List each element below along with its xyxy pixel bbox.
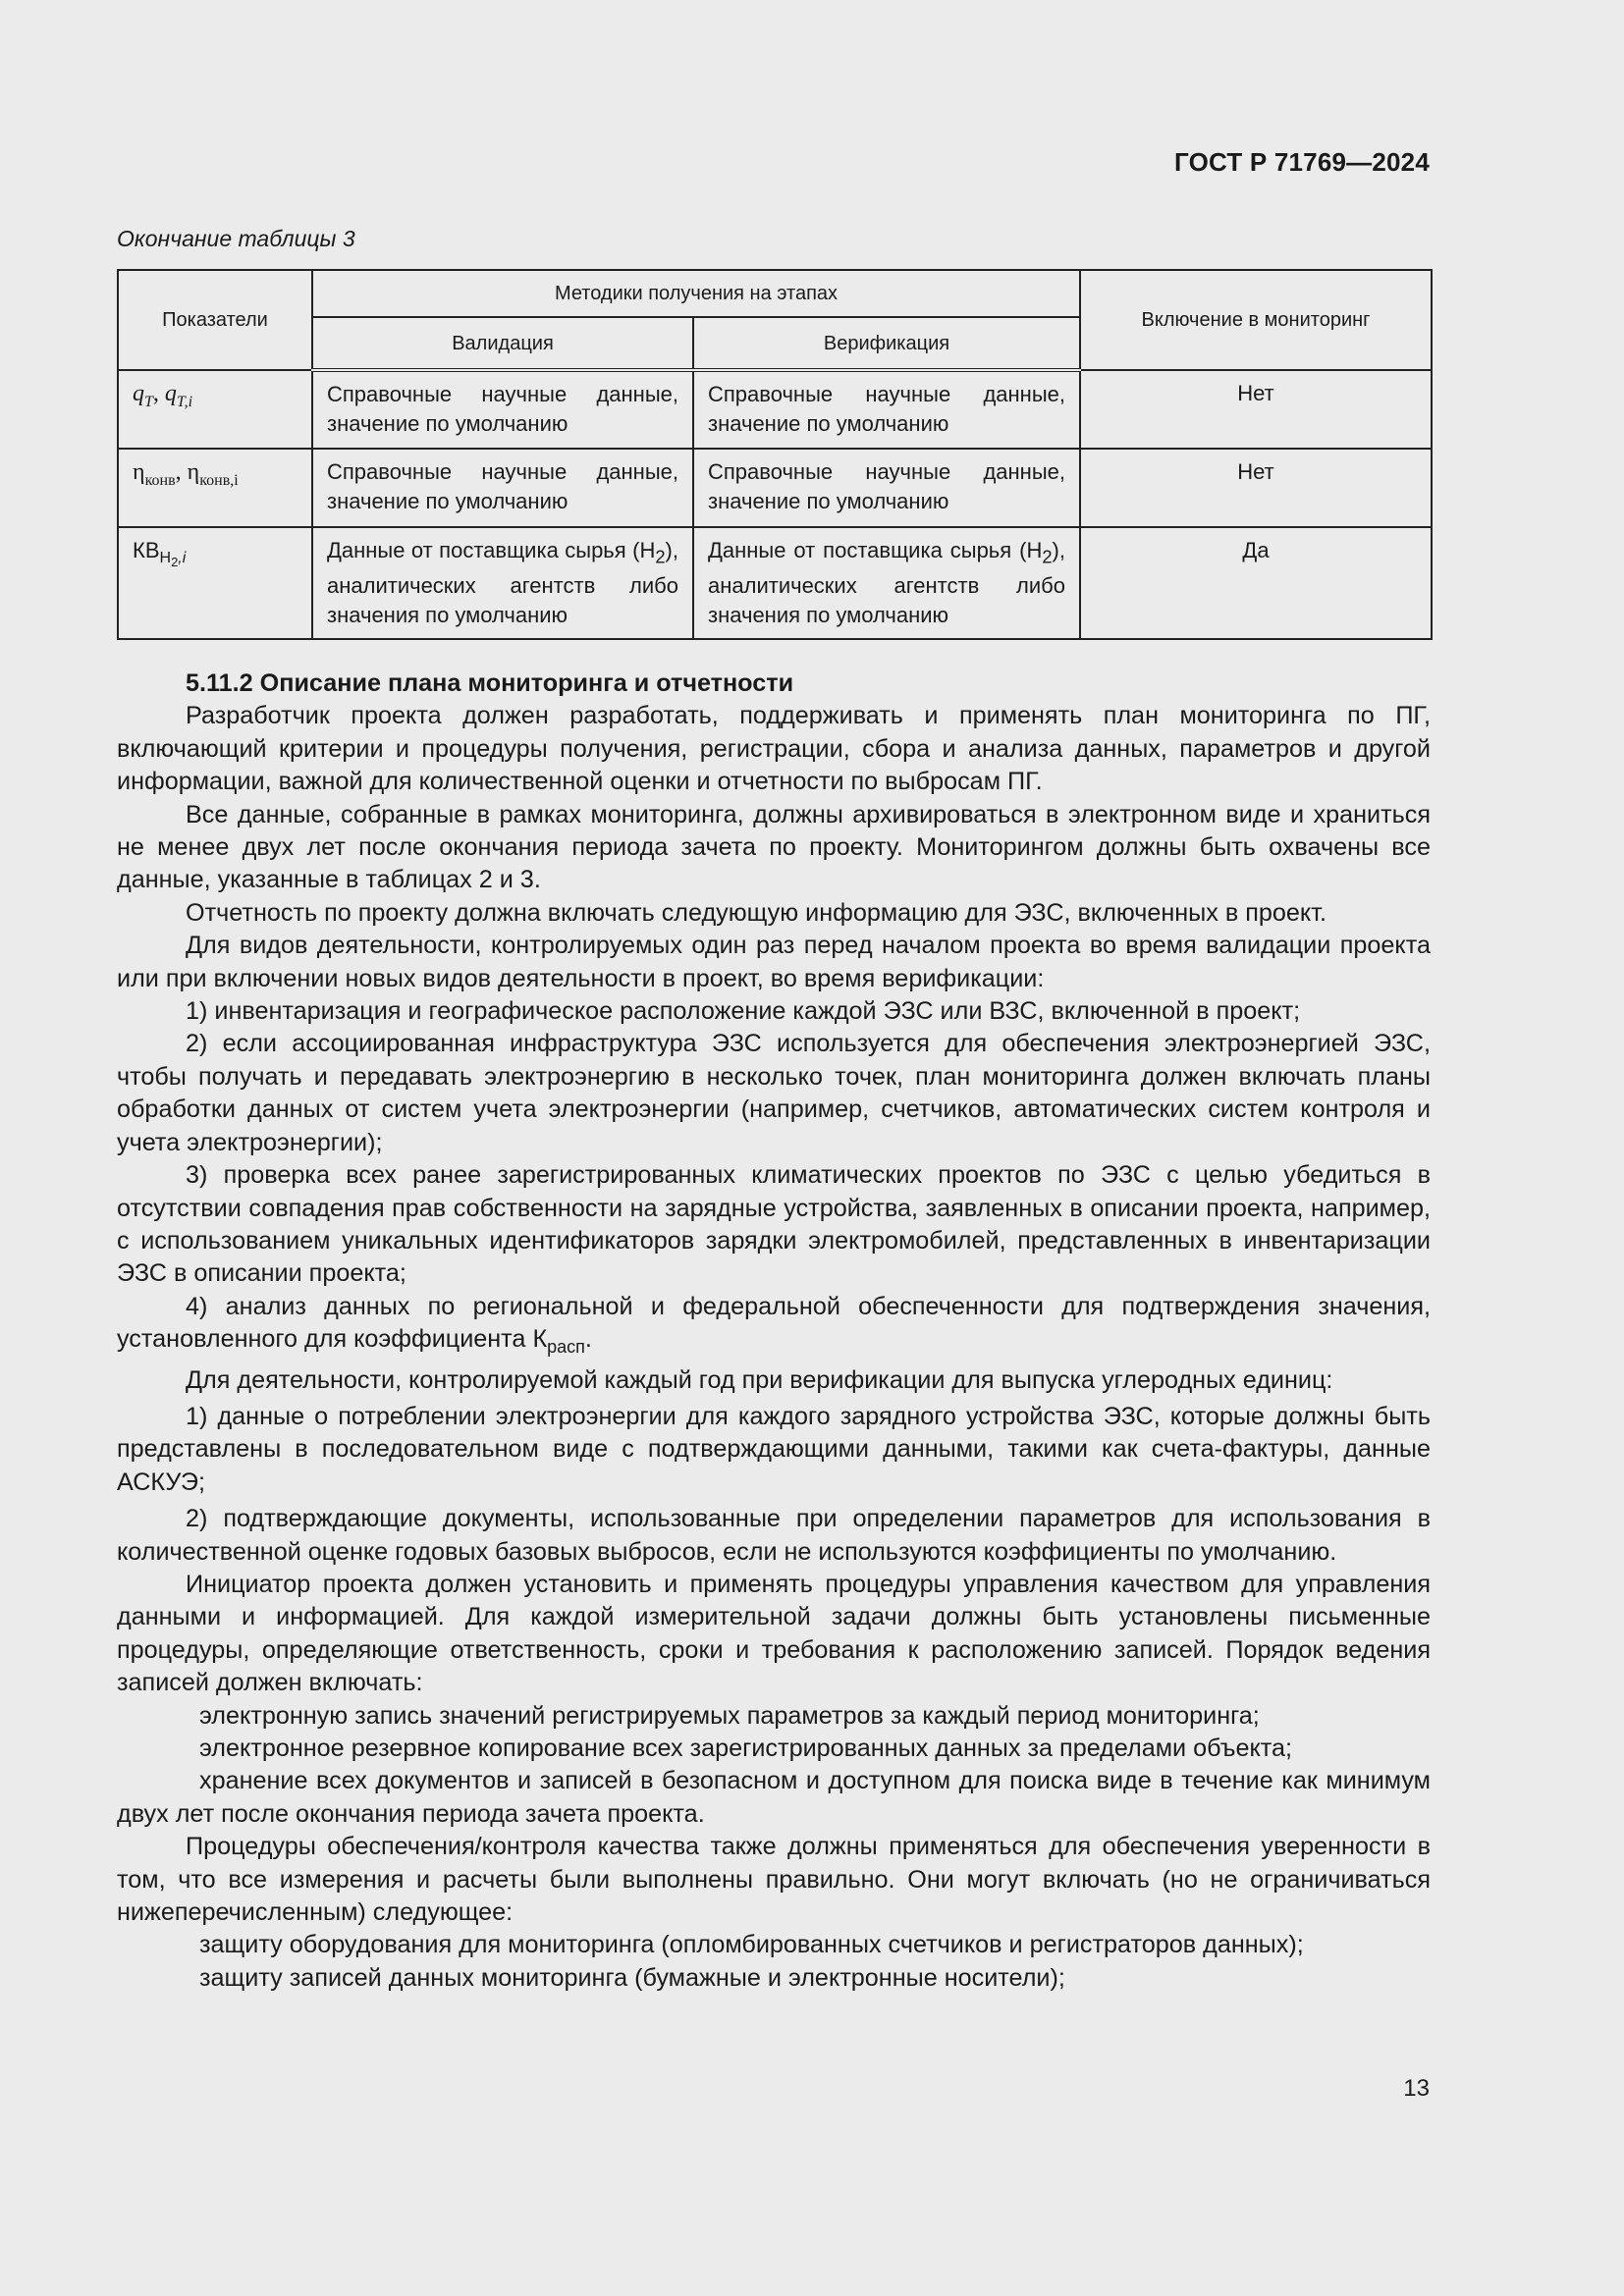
- cell-verification: Справочные научные данные, значение по умолчанию: [693, 370, 1080, 449]
- header-validation: Валидация: [312, 317, 693, 370]
- list-item: защиту записей данных мониторинга (бумажные и электронные носители);: [199, 1963, 1065, 1992]
- table-3: [117, 269, 1433, 640]
- header-indicator: Показатели: [118, 270, 312, 370]
- cell-monitoring: Да: [1080, 527, 1432, 639]
- table-caption: Окончание таблицы 3: [117, 226, 355, 251]
- table-row: [118, 370, 1432, 449]
- list-item: 4) анализ данных по региональной и федеральной обеспеченности для подтверждения значения, установленного для коэффициента $К_{расп}$.: [117, 1292, 1431, 1358]
- paragraph: Процедуры обеспечения/контроля качества также должны применяться для обеспечения уверенности в том, что все измерения и расчеты были выполнены правильно. Они могут включать (но не ограничиваться нижеперечисленным) следующее:: [117, 1833, 1431, 1927]
- paragraph: Разработчик проекта должен разработать, поддерживать и применять план мониторинга по ПГ, включающий критерии и процедуры получения, регистрации, сбора и анализа данных, параметров и другой информации, важной для количественной оценки и отчетности по выбросам ПГ.: [117, 702, 1431, 796]
- cell-validation: Справочные научные данные, значение по умолчанию: [312, 370, 693, 449]
- list-item: электронное резервное копирование всех зарегистрированных данных за пределами объекта;: [199, 1735, 1293, 1763]
- header-monitoring: Включение в мониторинг: [1080, 270, 1432, 370]
- section-body: [117, 667, 1431, 1995]
- list-item: 3) проверка всех ранее зарегистрированных климатических проектов по ЭЗС с целью убедиться в отсутствии совпадения прав собственности на зарядные устройства, заявленных в описании проекта, например, с использованием уникальных идентификаторов зарядки электромобилей, представленных в инвентаризации ЭЗС в описании проекта;: [117, 1161, 1431, 1288]
- cell-monitoring: Нет: [1080, 449, 1432, 527]
- paragraph: Все данные, собранные в рамках мониторинга, должны архивироваться в электронном виде и храниться не менее двух лет после окончания периода зачета по проекту. Мониторингом должны быть охвачены все данные, указанные в таблицах 2 и 3.: [117, 800, 1431, 894]
- paragraph: Отчетность по проекту должна включать следующую информацию для ЭЗС, включенных в проект.: [186, 898, 1326, 927]
- indicator-qT: $q_T$, $q_{T,i}$: [118, 370, 312, 449]
- cell-monitoring: Нет: [1080, 370, 1432, 449]
- list-item: 1) инвентаризация и географическое расположение каждой ЭЗС или ВЗС, включенной в проект;: [186, 997, 1301, 1026]
- cell-verification: Данные от поставщика сырья $(H_2)$, аналитических агентств либо значения по умолчанию: [693, 527, 1080, 639]
- list-item: защиту оборудования для мониторинга (опломбированных счетчиков и регистраторов данных);: [199, 1931, 1304, 1959]
- header-verification: Верификация: [693, 317, 1080, 370]
- list-item: 2) подтверждающие документы, использованные при определении параметров для использования в количественной оценке годовых базовых выбросов, если не используются коэффициенты по умолчанию.: [117, 1505, 1431, 1566]
- paragraph: Для деятельности, контролируемой каждый год при верификации для выпуска углеродных единиц:: [186, 1365, 1333, 1394]
- cell-validation: Данные от поставщика сырья $(H_2)$, аналитических агентств либо значения по умолчанию: [312, 527, 693, 639]
- indicator-eta: $\eta_{конв}$, $\eta_{конв,i}$: [118, 449, 312, 527]
- cell-validation: Справочные научные данные, значение по умолчанию: [312, 449, 693, 527]
- indicator-kvh2: $КВ_{H_2,i}$: [118, 527, 312, 639]
- page-number: 13: [1403, 2075, 1430, 2102]
- section-heading: 5.11.2 Описание плана мониторинга и отчетности: [186, 669, 794, 697]
- document-code: ГОСТ Р 71769—2024: [1174, 147, 1430, 177]
- list-item: электронную запись значений регистрируемых параметров за каждый период мониторинга;: [199, 1701, 1260, 1730]
- list-item: хранение всех документов и записей в безопасном и доступном для поиска виде в течение как минимум двух лет после окончания периода зачета проекта.: [117, 1767, 1431, 1828]
- paragraph: Инициатор проекта должен установить и применять процедуры управления качеством для управления данными и информацией. Для каждой измерительной задачи должны быть установлены письменные процедуры, определяющие ответственность, сроки и требования к расположению записей. Порядок ведения записей должен включать:: [117, 1571, 1431, 1697]
- list-item: 2) если ассоциированная инфраструктура ЭЗС используется для обеспечения электроэнергией ЭЗС, чтобы получать и передавать электроэнергию в несколько точек, план мониторинга должен включать планы обработки данных от систем учета электроэнергии (например, счетчиков, автоматических систем контроля и учета электроэнергии);: [117, 1030, 1431, 1156]
- table-row: [118, 449, 1432, 527]
- table-row: [118, 527, 1432, 639]
- list-item: 1) данные о потреблении электроэнергии для каждого зарядного устройства ЭЗС, которые должны быть представлены в последовательном виде с подтверждающими данными, такими как счета-фактуры, данные АСКУЭ;: [117, 1402, 1431, 1496]
- cell-verification: Справочные научные данные, значение по умолчанию: [693, 449, 1080, 527]
- paragraph: Для видов деятельности, контролируемых один раз перед началом проекта во время валидации проекта или при включении новых видов деятельности в проект, во время верификации:: [117, 932, 1431, 992]
- header-methods: Методики получения на этапах: [312, 270, 1080, 317]
